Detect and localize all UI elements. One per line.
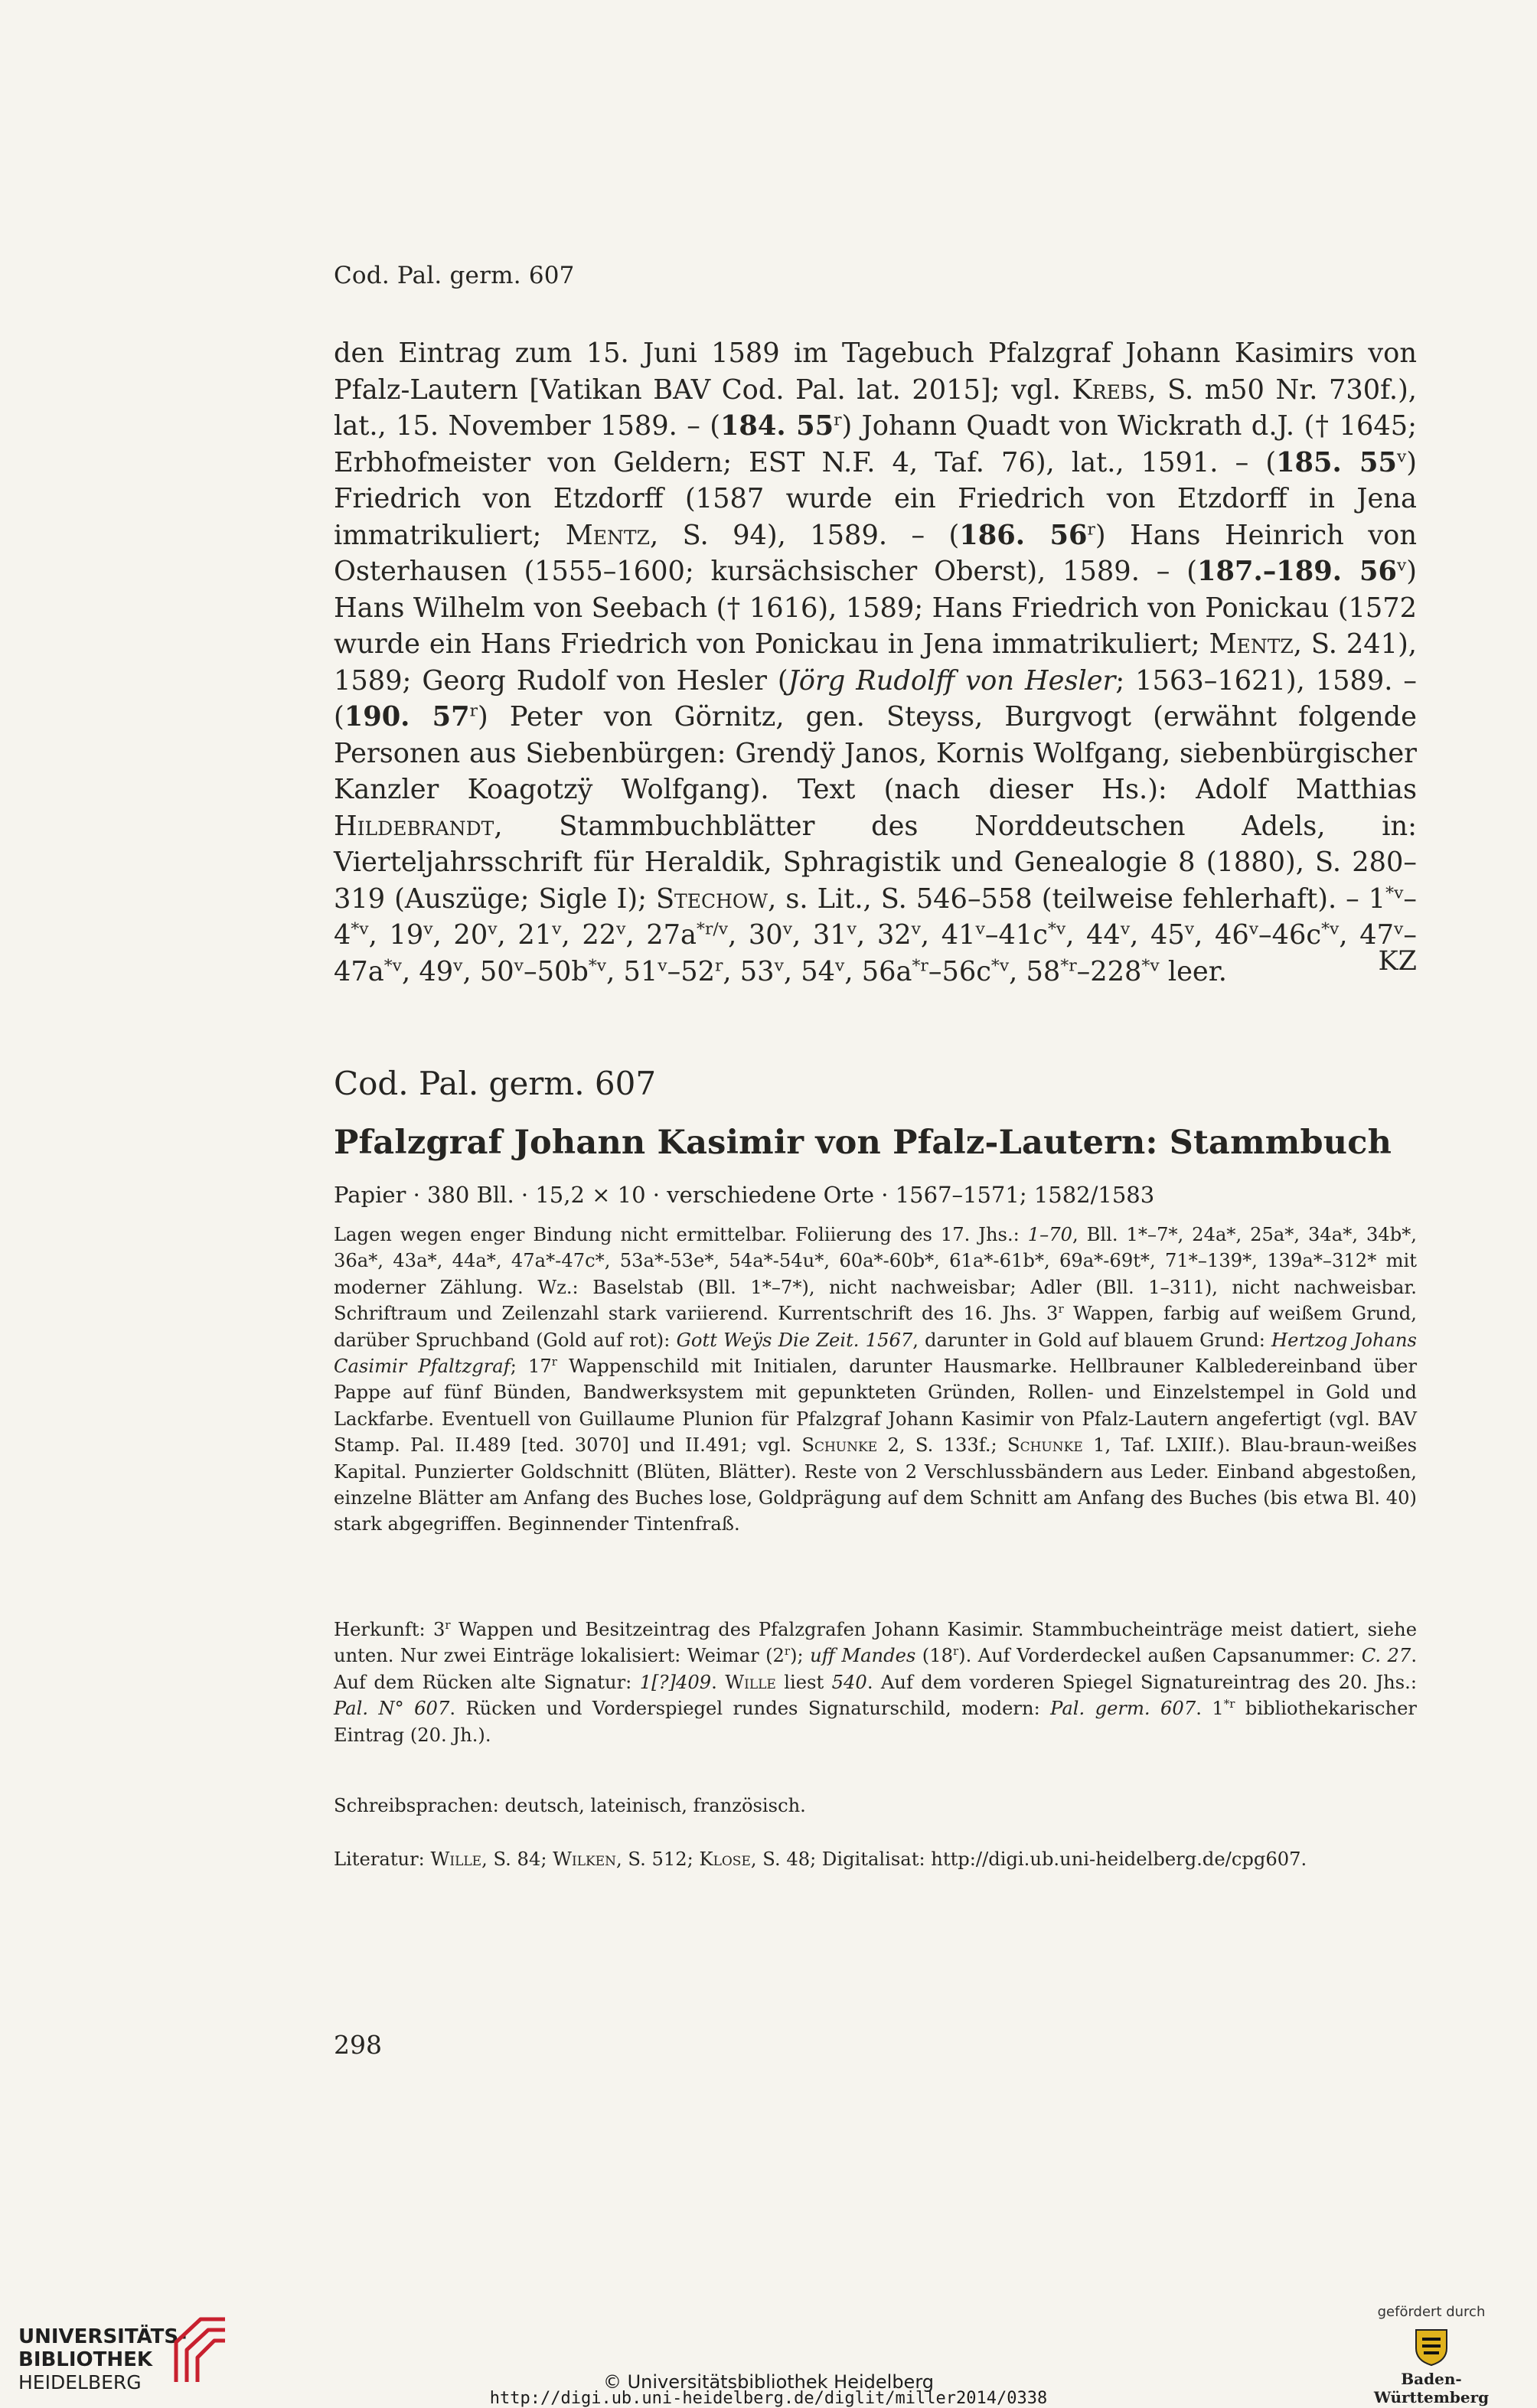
entry-title: Pfalzgraf Johann Kasimir von Pfalz-Lautern: Stammbuch: [334, 1124, 1392, 1162]
entry-meta: Papier · 380 Bll. · 15,2 × 10 · verschiedene Orte · 1567–1571; 1582/1583: [334, 1182, 1155, 1208]
logo-line-3: HEIDELBERG: [18, 2371, 142, 2393]
schreibsprachen-text: Schreibsprachen: deutsch, lateinisch, französisch.: [334, 1795, 806, 1816]
body-paragraph-text: den Eintrag zum 15. Juni 1589 im Tagebuch Pfalzgraf Johann Kasimirs von Pfalz-Lautern [Vatikan BAV Cod. Pal. lat. 2015]; vgl. Krebs, S. m50 Nr. 730f.), lat., 15. November 1589. – (184. 55$^r$) Johann Quadt von Wickrath d.J. († 1645; Erbhofmeister von Geldern; EST N.F. 4, Taf. 76), lat., 1591. – (185. 55$^v$) Friedrich von Etzdorff (1587 wurde ein Friedrich von Etzdorff in Jena immatrikuliert; Mentz, S. 94), 1589. – (186. 56$^r$) Hans Heinrich von Osterhausen (1555–1600; kursächsischer Oberst), 1589. – (187.–189. 56$^v$) Hans Wilhelm von Seebach († 1616), 1589; Hans Friedrich von Ponickau (1572 wurde ein Hans Friedrich von Ponickau in Jena immatrikuliert; Mentz, S. 241), 1589; Georg Rudolf von Hesler (Jörg Rudolff von Hesler; 1563–1621), 1589. – (190. 57$^r$) Peter von Görnitz, gen. Steyss, Burgvogt (erwähnt folgende Personen aus Siebenbürgen: Grendÿ Janos, Kornis Wolfgang, siebenbürgischer Kanzler Koagotzÿ Wolfgang). Text (nach dieser Hs.): Adolf Matthias Hildebrandt, Stammbuchblätter des Norddeutschen Adels, in: Vierteljahrsschrift für Heraldik, Sphragistik und Genealogie 8 (1880), S. 280–319 (Auszüge; Sigle I); Stechow, s. Lit., S. 546–558 (teilweise fehlerhaft). – 1$^{*v}$–4$^{*v}$, 19$^v$, 20$^v$, 21$^v$, 22$^v$, $27a^{*r/v}$, 30$^v$, 31$^v$, 32$^v$, $41^v-41c^{*v}$, 44$^v$, 45$^v$, $46^v-46c^{*v}$, $47^v-47a^{*v}$, 49$^v$, $50^v-50b^{*v}$, 51$^v$–52$^r$, 53$^v$, 54$^v$, $56a^{*r}-56c^{*v}$, 58$^{*r}$–228$^{*v}$ leer.: [334, 338, 1418, 987]
description-section: [334, 1222, 1417, 1538]
logo-line-2: BIBLIOTHEK: [18, 2348, 153, 2371]
description-text: Lagen wegen enger Bindung nicht ermittelbar. Foliierung des 17. Jhs.: 1–70, Bll. 1*–7*, 24a*, 25a*, 34a*, 34b*, 36a*, 43a*, 44a*, 47a*-47c*, 53a*-53e*, 54a*-54u*, 60a*-60b*, 61a*-61b*, 69a*-69t*, 71*–139*, 139a*–312* mit moderner Zählung. Wz.: Baselstab (Bll. 1*–7*), nicht nachweisbar; Adler (Bll. 1–311), nicht nachweisbar. Schriftraum und Zeilenzahl stark variierend. Kurrentschrift des 16. Jhs. 3$^r$ Wappen, farbig auf weißem Grund, darüber Spruchband (Gold auf rot): Gott Weÿs Die Zeit. 1567, darunter in Gold auf blauem Grund: Hertzog Johans Casimir Pfaltzgraf; 17$^r$ Wappenschild mit Initialen, darunter Hausmarke. Hellbrauner Kalbledereinband über Pappe auf fünf Bünden, Bandwerksystem mit gepunkteten Gründen, Rollen- und Einzelstempel in Gold und Lackfarbe. Eventuell von Guillaume Plunion für Pfalzgraf Johann Kasimir von Pfalz-Lautern angefertigt (vgl. BAV Stamp. Pal. II.489 [ted. 3070] und II.491; vgl. Schunke 2, S. 133f.; Schunke 1, Taf. LXIIf.). Blau-braun-weißes Kapital. Punzierter Goldschnitt (Blüten, Blätter). Reste von 2 Verschlussbändern aus Leder. Einband abgestoßen, einzelne Blätter am Anfang des Buches lose, Goldprägung auf dem Schnitt am Anfang des Buches (bis etwa Bl. 40) stark abgegriffen. Beginnender Tintenfraß.: [334, 1224, 1418, 1535]
author-initials: KZ: [1378, 946, 1417, 977]
entry-signature: Cod. Pal. germ. 607: [334, 1065, 657, 1102]
footer-copyright: © Universitätsbibliothek Heidelberg: [602, 2371, 934, 2393]
body-paragraph: [334, 335, 1417, 990]
sponsor-name: Baden-Württemberg: [1373, 2370, 1490, 2406]
footer-url-link[interactable]: http://digi.ub.uni-heidelberg.de/diglit/miller2014/0338: [489, 2389, 1048, 2408]
running-head: Cod. Pal. germ. 607: [334, 262, 575, 289]
sponsor-block: [1355, 2304, 1508, 2406]
coat-of-arms-icon: [1413, 2325, 1450, 2367]
logo-line-1: UNIVERSITÄTS-: [18, 2325, 187, 2348]
literatur-section: [334, 1846, 1417, 1872]
herkunft-text: Herkunft: 3$^r$ Wappen und Besitzeintrag des Pfalzgrafen Johann Kasimir. Stammbucheinträge meist datiert, siehe unten. Nur zwei Einträge lokalisiert: Weimar (2$^r$); uff Mandes (18$^r$). Auf Vorderdeckel außen Capsanummer: C. 27. Auf dem Rücken alte Signatur: 1[?]409. Wille liest 540. Auf dem vorderen Spiegel Signatureintrag des 20. Jhs.: Pal. N° 607. Rücken und Vorderspiegel rundes Signaturschild, modern: Pal. germ. 607. 1$^{*r}$ bibliothekarischer Eintrag (20. Jh.).: [334, 1617, 1418, 1746]
sponsor-label: gefördert durch: [1377, 2304, 1486, 2320]
page-number: 298: [334, 2030, 382, 2060]
herkunft-section: [334, 1617, 1417, 1748]
schreibsprachen-section: [334, 1793, 1417, 1819]
literatur-text: Literatur: Wille, S. 84; Wilken, S. 512; Klose, S. 48; Digitalisat: http://digi.ub.uni-heidelberg.de/cpg607.: [334, 1848, 1307, 1870]
